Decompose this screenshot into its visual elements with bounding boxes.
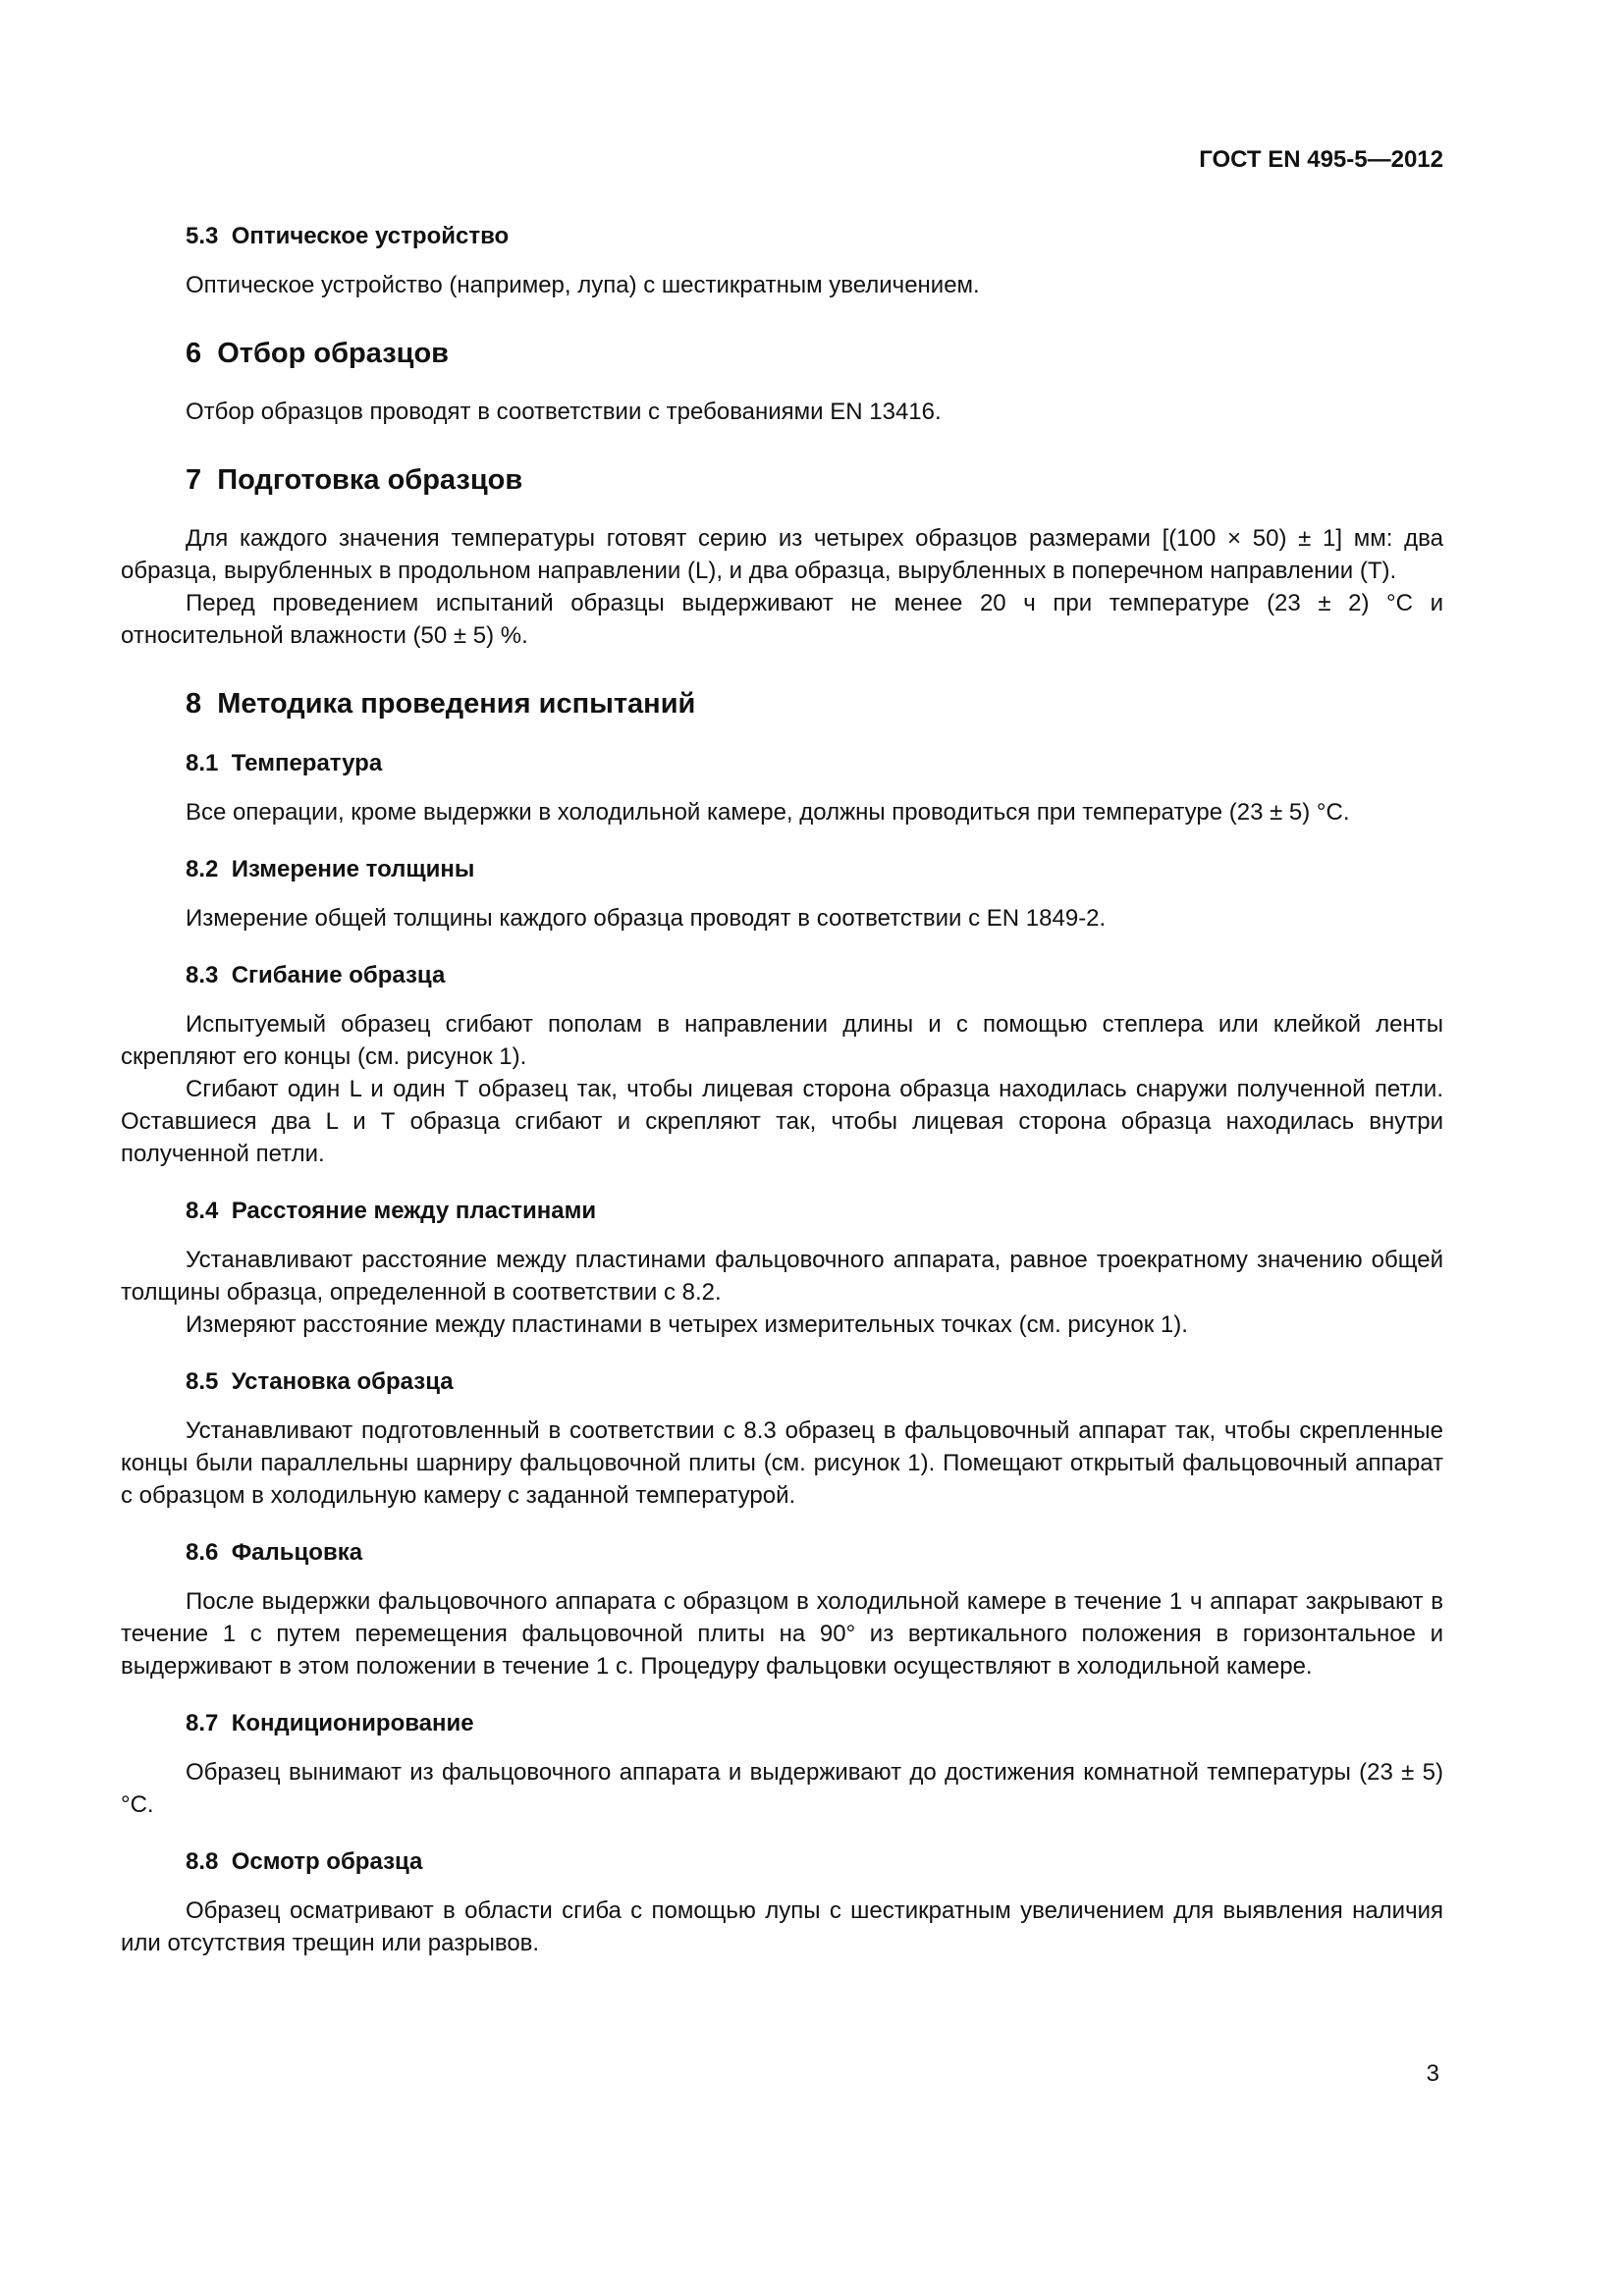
document-body [121, 220, 1443, 1959]
para-specimen-bending-2: Сгибают один L и один Т образец так, чтобы лицевая сторона образца находилась снаружи полученной петли. Оставшиеся два L и Т образца сгибают и скрепляют так, чтобы лицевая сторона образца находилась внутри полученной петли. [121, 1076, 1443, 1167]
heading-8-5-specimen-installation: 8.5 Установка образца [186, 1368, 454, 1395]
heading-7-specimen-preparation: 7 Подготовка образцов [186, 464, 523, 496]
para-folding: После выдержки фальцовочного аппарата с образцом в холодильной камере в течение 1 ч аппарат закрывают в течение 1 с путем перемещения фальцовочной плиты на 90° из вертикального положения в горизонтальное и выдерживают в этом положении в течение 1 с. Процедуру фальцовки осуществляют в холодильной камере. [121, 1588, 1443, 1680]
para-sampling: Отбор образцов проводят в соответствии с требованиями EN 13416. [186, 399, 942, 425]
para-thickness-measurement: Измерение общей толщины каждого образца проводят в соответствии с EN 1849-2. [186, 905, 1107, 932]
para-plate-distance-2: Измеряют расстояние между пластинами в четырех измерительных точках (см. рисунок 1). [186, 1311, 1188, 1338]
heading-6-sampling: 6 Отбор образцов [186, 338, 450, 369]
heading-8-4-plate-distance: 8.4 Расстояние между пластинами [186, 1198, 597, 1224]
heading-8-7-conditioning: 8.7 Кондиционирование [186, 1710, 474, 1736]
heading-5-3-optical-device: 5.3 Оптическое устройство [186, 223, 510, 249]
para-specimen-bending-1: Испытуемый образец сгибают пополам в направлении длины и с помощью степлера или клейкой ленты скрепляют его концы (см. рисунок 1). [121, 1011, 1443, 1070]
heading-8-test-method: 8 Методика проведения испытаний [186, 688, 696, 720]
para-specimen-inspection: Образец осматривают в области сгиба с помощью лупы с шестикратным увеличением для выявления наличия или отсутствия трещин или разрывов. [121, 1897, 1443, 1956]
heading-8-8-specimen-inspection: 8.8 Осмотр образца [186, 1848, 423, 1875]
para-specimen-preparation-1: Для каждого значения температуры готовят серию из четырех образцов размерами [(100 × 50) ± 1] мм: два образца, вырубленных в продольном направлении (L), и два образца, вырубленных в поперечном направлении (Т). [121, 525, 1443, 584]
heading-8-3-specimen-bending: 8.3 Сгибание образца [186, 962, 446, 988]
heading-8-1-temperature: 8.1 Температура [186, 750, 383, 776]
heading-8-6-folding: 8.6 Фальцовка [186, 1539, 363, 1566]
document-number: ГОСТ EN 495-5—2012 [1199, 146, 1443, 173]
page-number: 3 [1426, 2060, 1439, 2087]
para-optical-device: Оптическое устройство (например, лупа) с шестикратным увеличением. [186, 272, 980, 298]
para-conditioning: Образец вынимают из фальцовочного аппарата и выдерживают до достижения комнатной температуры (23 ± 5) °С. [121, 1759, 1443, 1818]
para-specimen-installation: Устанавливают подготовленный в соответствии с 8.3 образец в фальцовочный аппарат так, чтобы скрепленные концы были параллельны шарниру фальцовочной плиты (см. рисунок 1). Помещают открытый фальцовочный аппарат с образцом в холодильную камеру с заданной температурой. [121, 1417, 1443, 1509]
para-plate-distance-1: Устанавливают расстояние между пластинами фальцовочного аппарата, равное троекратному значению общей толщины образца, определенной в соответствии с 8.2. [121, 1247, 1443, 1306]
heading-8-2-thickness-measurement: 8.2 Измерение толщины [186, 856, 475, 882]
para-specimen-preparation-2: Перед проведением испытаний образцы выдерживают не менее 20 ч при температуре (23 ± 2) °С и относительной влажности (50 ± 5) %. [121, 590, 1443, 649]
para-temperature: Все операции, кроме выдержки в холодильной камере, должны проводиться при температуре (23 ± 5) °С. [186, 799, 1350, 826]
